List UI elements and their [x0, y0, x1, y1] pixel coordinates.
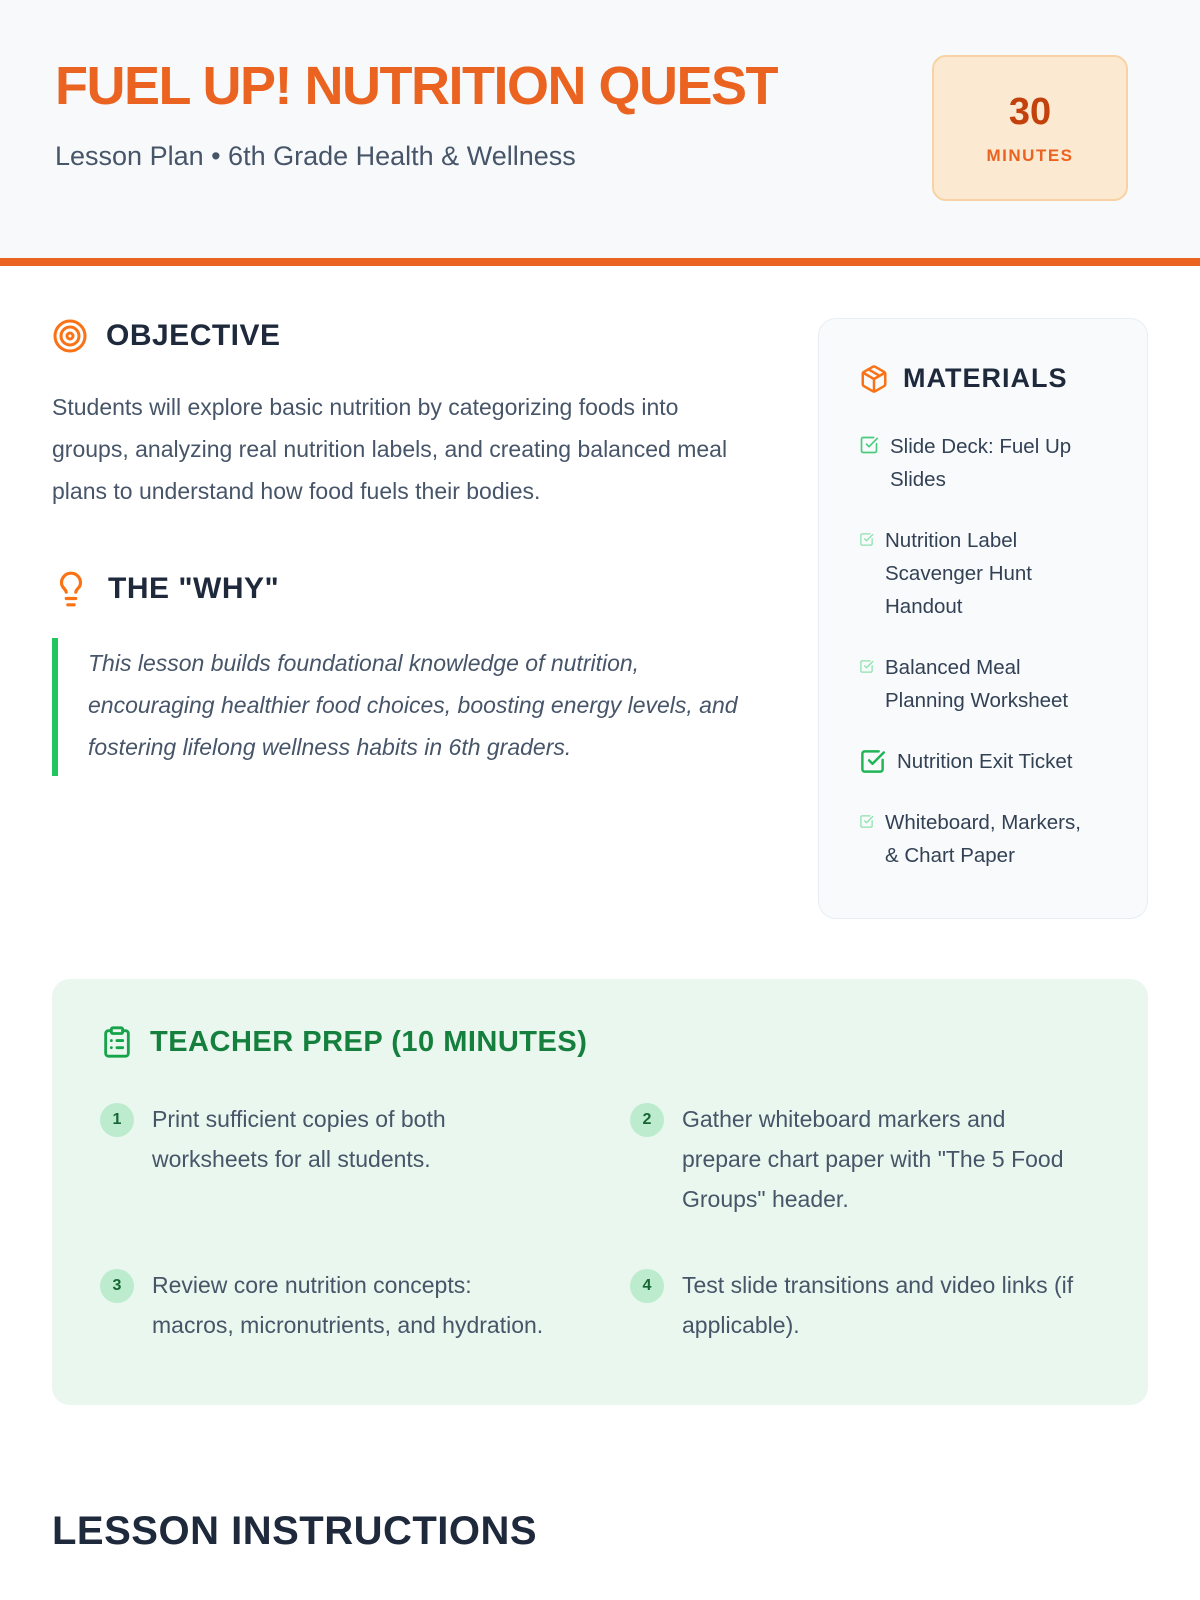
step-number-badge: 3 [100, 1269, 134, 1303]
step-number-badge: 2 [630, 1103, 664, 1137]
material-item-label: Nutrition Label Scavenger Hunt Handout [885, 529, 1033, 618]
objective-section [52, 318, 742, 512]
package-icon [859, 364, 889, 394]
material-item [859, 651, 1121, 717]
prep-step [630, 1099, 1100, 1219]
materials-card [818, 318, 1148, 919]
step-text: Review core nutrition concepts: macros, micronutrients, and hydration. [152, 1272, 544, 1338]
material-item [859, 745, 1121, 778]
material-item [859, 524, 1121, 623]
material-item-label: Whiteboard, Markers, & Chart Paper [885, 811, 1081, 867]
check-square-icon [859, 435, 879, 455]
step-text: Gather whiteboard markers and prepare chart paper with "The 5 Food Groups" header. [682, 1106, 1064, 1212]
materials-heading-label: MATERIALS [903, 363, 1068, 393]
material-item-label: Balanced Meal Planning Worksheet [885, 656, 1069, 712]
duration-label: MINUTES [986, 145, 1074, 165]
teacher-prep-card [52, 979, 1148, 1405]
page-subtitle: Lesson Plan • 6th Grade Health & Wellness [55, 141, 576, 171]
material-item [859, 806, 1121, 872]
step-text: Test slide transitions and video links (if applicable). [682, 1272, 1074, 1338]
materials-heading [859, 363, 1121, 394]
check-square-icon [859, 814, 874, 829]
header-accent-bar [0, 258, 1200, 266]
why-section [52, 570, 742, 776]
step-text: Print sufficient copies of both worksheets for all students. [152, 1106, 446, 1172]
header-text-block [55, 55, 777, 172]
material-item [859, 430, 1121, 496]
duration-badge [932, 55, 1128, 201]
prep-step [630, 1265, 1100, 1345]
objective-body: Students will explore basic nutrition by categorizing foods into groups, analyzing real nutrition labels, and creating balanced meal plans to understand how food fuels their bodies. [52, 394, 728, 504]
content-columns [52, 318, 1148, 919]
check-square-icon [859, 659, 874, 674]
objective-heading [52, 318, 742, 354]
left-column [52, 318, 742, 919]
clipboard-list-icon [100, 1025, 134, 1059]
page-title: FUEL UP! NUTRITION QUEST [55, 56, 778, 116]
lightbulb-icon [52, 570, 90, 608]
check-square-icon [859, 532, 874, 547]
why-heading [52, 570, 742, 608]
prep-step [100, 1099, 570, 1219]
prep-steps-grid [100, 1099, 1100, 1345]
objective-heading-label: OBJECTIVE [106, 319, 281, 352]
why-quote: This lesson builds foundational knowledge of nutrition, encouraging healthier food choices, boosting energy levels, and fostering lifelong wellness habits in 6th graders. [52, 638, 742, 776]
step-number-badge: 1 [100, 1103, 134, 1137]
why-heading-label: THE "WHY" [108, 572, 280, 605]
lesson-instructions-heading: LESSON INSTRUCTIONS [52, 1509, 538, 1553]
step-number-badge: 4 [630, 1269, 664, 1303]
teacher-prep-heading-label: TEACHER PREP (10 MINUTES) [150, 1025, 588, 1058]
check-square-icon [859, 748, 886, 775]
prep-step [100, 1265, 570, 1345]
main-content [0, 318, 1200, 1554]
material-item-label: Nutrition Exit Ticket [897, 750, 1073, 773]
material-item-label: Slide Deck: Fuel Up Slides [890, 435, 1072, 491]
materials-list [859, 430, 1121, 872]
header [0, 0, 1200, 258]
target-icon [52, 318, 88, 354]
duration-value: 30 [1008, 90, 1052, 133]
teacher-prep-heading [100, 1025, 1100, 1059]
